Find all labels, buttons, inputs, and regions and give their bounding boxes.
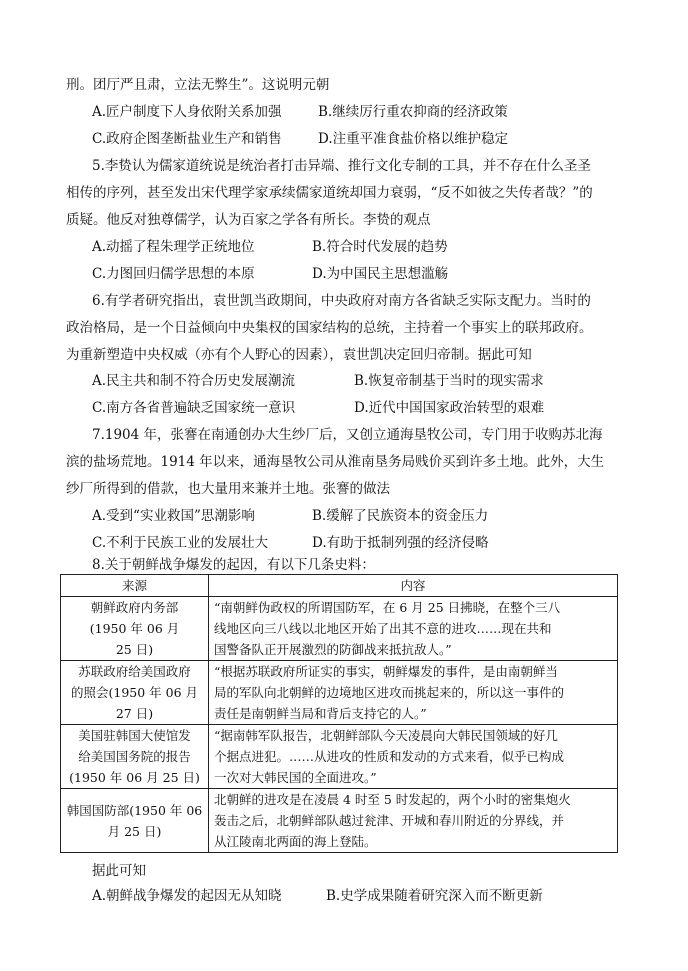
content-text: “根据苏联政府所证实的事实，朝鲜爆发的事件，是由南朝鲜当	[214, 664, 558, 679]
content-text: 个据点进犯。……从进攻的性质和发动的方式来看，似乎已构成	[214, 749, 565, 764]
source-table	[60, 574, 618, 853]
content-text: 局的军队向北朝鲜的边境地区进攻而挑起来的，所以这一事件的	[214, 685, 565, 700]
option-4a: A.匠户制度下人身依附关系加强	[92, 104, 282, 120]
source-text: 月 25 日)	[107, 823, 162, 839]
source-text: (1950 年 06 月 25 日)	[69, 770, 200, 785]
content-text: 责任是南朝鲜当局和背后支持它的人。”	[214, 706, 427, 721]
text-line: 据此可知	[92, 863, 146, 879]
content-text: 轰击之后，北朝鲜部队越过瓮津、开城和春川附近的分界线，并	[214, 813, 565, 828]
source-text: (1950 年 06 月	[89, 621, 180, 636]
option-8a: A.朝鲜战争爆发的起因无从知晓	[92, 888, 282, 904]
question-5-line: 质疑。他反对独尊儒学，认为百家之学各有所长。李贽的观点	[66, 212, 431, 228]
table-row	[61, 789, 618, 853]
option-6c: C.南方各省普遍缺乏国家统一意识	[92, 400, 296, 416]
table-row	[61, 597, 618, 661]
text-line: 刑。团厅严且肃，立法无弊生”。这说明元朝	[66, 77, 330, 93]
option-4d: D.注重平准食盐价格以维护稳定	[318, 131, 509, 147]
source-text: 韩国国防部(1950 年 06	[66, 802, 203, 818]
option-4b: B.继续厉行重农抑商的经济政策	[318, 104, 508, 120]
source-text: 的照会(1950 年 06 月	[70, 685, 198, 700]
option-6d: D.近代中国国家政治转型的艰难	[354, 400, 545, 416]
content-cell	[209, 725, 618, 789]
source-cell	[61, 725, 209, 789]
source-text: 25 日)	[115, 642, 154, 657]
option-7a: A.受到“实业救国”思潮影响	[92, 508, 255, 524]
table-header-row	[61, 575, 618, 597]
source-text: 27 日)	[115, 706, 154, 721]
option-4c: C.政府企图垄断盐业生产和销售	[92, 131, 282, 147]
question-5-line: 相传的序列，甚至发出宋代理学家承续儒家道统却国力衰弱，“反不如彼之失传者哉？”的	[66, 185, 593, 201]
content-text: 从江陵南北两面的海上登陆。	[214, 834, 377, 849]
question-7-line: 纱厂所得到的借款，也大量用来兼并土地。张謇的做法	[66, 481, 390, 497]
option-5a: A.动摇了程朱理学正统地位	[92, 239, 255, 255]
option-6b: B.恢复帝制基于当时的现实需求	[354, 373, 544, 389]
content-cell	[209, 789, 618, 853]
question-6-line: 政治格局，是一个日益倾向中央集权的国家结构的总统，主持着一个事实上的联邦政府。	[66, 320, 593, 336]
source-text: 朝鲜政府内务部	[90, 600, 179, 615]
question-6-line: 6.有学者研究指出，袁世凯当政期间，中央政府对南方各省缺乏实际支配力。当时的	[92, 293, 591, 309]
content-text: 国警备队正开展激烈的防御战来抵抗敌人。”	[214, 642, 452, 657]
option-5d: D.为中国民主思想滥觞	[312, 266, 449, 282]
source-cell	[61, 661, 209, 725]
header-source: 来源	[61, 575, 209, 597]
question-7-line: 滨的盐场荒地。1914 年以来，通海垦牧公司从淮南垦务局贱价买到许多土地。此外，大生	[66, 454, 605, 470]
option-6a: A.民主共和制不符合历史发展潮流	[92, 373, 296, 389]
option-5b: B.符合时代发展的趋势	[312, 239, 448, 255]
question-6-line: 为重新塑造中央权威（亦有个人野心的因素），袁世凯决定回归帝制。据此可知	[66, 347, 532, 363]
table-row	[61, 661, 618, 725]
option-5c: C.力图回归儒学思想的本原	[92, 266, 255, 282]
content-text: 线地区向三八线以北地区开始了出其不意的进攻……现在共和	[214, 621, 552, 636]
table-row	[61, 725, 618, 789]
content-text: 北朝鲜的进攻是在凌晨 4 时至 5 时发起的，两个小时的密集炮火	[214, 792, 571, 807]
question-5-line: 5.李贽认为儒家道统说是统治者打击异端、推行文化专制的工具，并不存在什么圣圣	[92, 158, 591, 174]
content-text: 一次对大韩民国的全面进攻。”	[214, 770, 377, 785]
question-7-line: 7.1904 年，张謇在南通创办大生纱厂后，又创立通海垦牧公司，专门用于收购苏北海	[92, 427, 603, 443]
source-text: 美国驻韩国大使馆发	[78, 728, 191, 743]
option-7b: B.缓解了民族资本的资金压力	[312, 508, 489, 524]
option-7d: D.有助于抵制列强的经济侵略	[312, 535, 489, 551]
content-text: “据南韩军队报告，北朝鲜部队今天凌晨向大韩民国领域的好几	[214, 728, 558, 743]
source-cell	[61, 597, 209, 661]
source-text: 给美国国务院的报告	[78, 749, 191, 764]
option-7c: C.不利于民族工业的发展壮大	[92, 535, 269, 551]
header-content: 内容	[209, 575, 618, 597]
source-cell	[61, 789, 209, 853]
content-cell	[209, 597, 618, 661]
source-text: 苏联政府给美国政府	[78, 664, 191, 679]
option-8b: B.史学成果随着研究深入而不断更新	[326, 888, 543, 904]
question-8-line: 8.关于朝鲜战争爆发的起因，有以下几条史料：	[92, 557, 375, 573]
content-cell	[209, 661, 618, 725]
content-text: “南朝鲜伪政权的所谓国防军，在 6 月 25 日拂晓，在整个三八	[214, 600, 561, 615]
